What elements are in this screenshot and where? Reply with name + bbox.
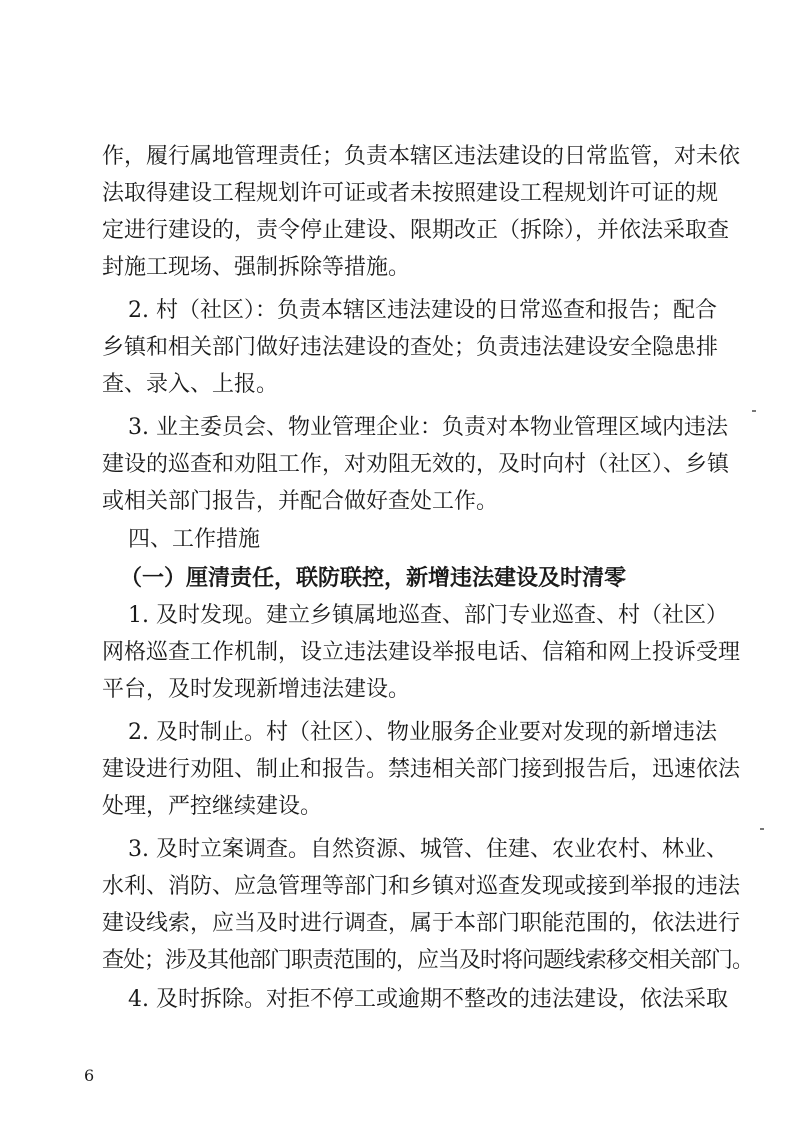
text-line: 3. 及时立案调查。自然资源、城管、住建、农业农村、林业、: [128, 837, 728, 862]
page-number: 6: [84, 1066, 95, 1085]
text-line: 1. 及时发现。建立乡镇属地巡查、部门专业巡查、村（社区）: [128, 603, 728, 628]
text-line: 建设的巡查和劝阻工作，对劝阻无效的，及时向村（社区）、乡镇: [102, 452, 730, 477]
text-line: 建设线索，应当及时进行调查，属于本部门职能范围的，依法进行: [102, 911, 741, 936]
text-line: 法取得建设工程规划许可证或者未按照建设工程规划许可证的规: [102, 181, 719, 206]
text-line: 3. 业主委员会、物业管理企业：负责对本物业管理区域内违法: [128, 415, 728, 440]
text-line: 水利、消防、应急管理等部门和乡镇对巡查发现或接到举报的违法: [102, 874, 741, 899]
text-line: 2. 及时制止。村（社区）、物业服务企业要对发现的新增违法: [128, 720, 717, 745]
subsection-heading: （一）厘清责任，联防联控，新增违法建设及时清零: [120, 565, 627, 591]
text-line: 4. 及时拆除。对拒不停工或逾期不整改的违法建设，依法采取: [128, 987, 728, 1012]
text-line: 或相关部门报告，并配合做好查处工作。: [102, 489, 499, 514]
scan-mark: [760, 828, 764, 830]
text-line: 处理，严控继续建设。: [102, 794, 323, 819]
text-line: 乡镇和相关部门做好违法建设的查处；负责违法建设安全隐患排: [102, 335, 719, 360]
text-line: 建设进行劝阻、制止和报告。禁违相关部门接到报告后，迅速依法: [102, 757, 741, 782]
text-line: 网格巡查工作机制，设立违法建设举报电话、信箱和网上投诉受理: [102, 640, 741, 665]
text-line: 定进行建设的，责令停止建设、限期改正（拆除），并依法采取查: [102, 218, 730, 243]
text-line: 封施工现场、强制拆除等措施。: [102, 255, 411, 280]
text-line: 查、录入、上报。: [102, 372, 279, 397]
text-line: 作，履行属地管理责任；负责本辖区违法建设的日常监管，对未依: [102, 144, 741, 169]
text-line: 查处；涉及其他部门职责范围的，应当及时将问题线索移交相关部门。: [102, 948, 754, 973]
scan-mark: [752, 410, 756, 412]
section-heading: 四、工作措施: [128, 527, 261, 552]
text-line: 2. 村（社区）：负责本辖区违法建设的日常巡查和报告；配合: [128, 298, 717, 323]
text-line: 平台，及时发现新增违法建设。: [102, 677, 411, 702]
